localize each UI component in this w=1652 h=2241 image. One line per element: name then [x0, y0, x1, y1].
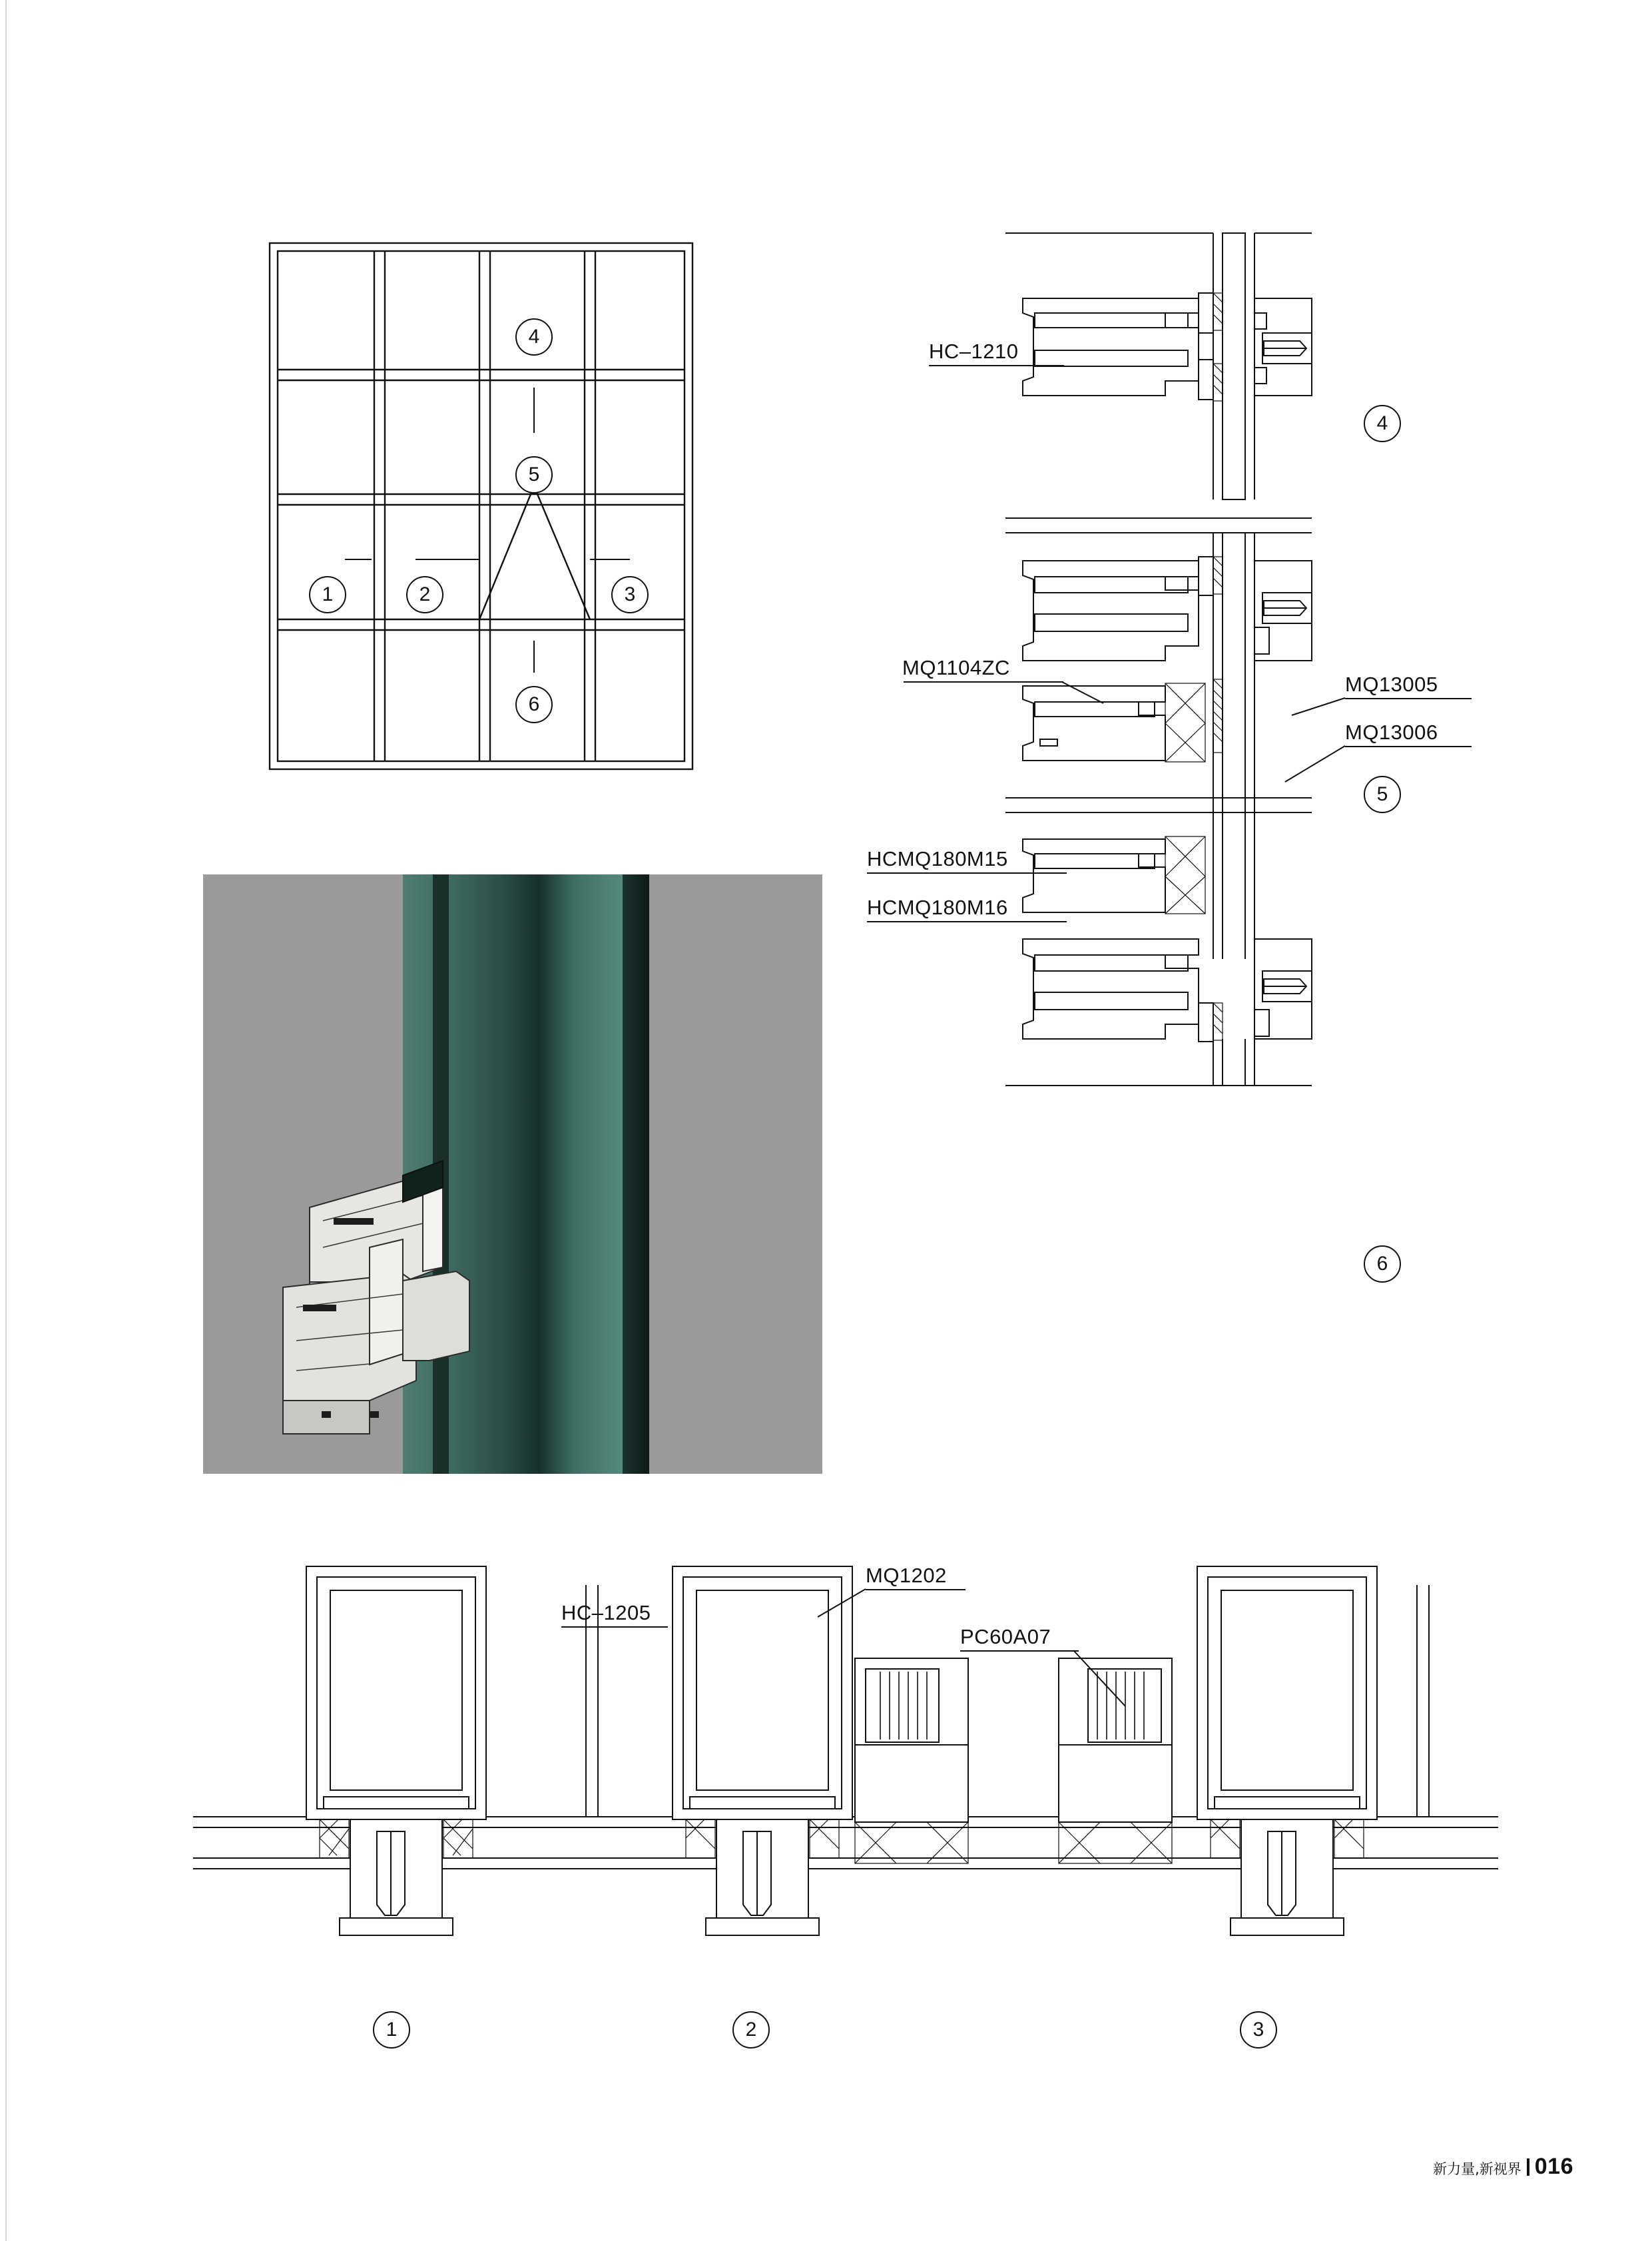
label-pc60a07: PC60A07	[960, 1625, 1051, 1648]
leader-pc60a07-h	[960, 1650, 1079, 1652]
profile-photo	[203, 874, 822, 1474]
vertical-section-details	[999, 220, 1585, 1472]
elevation-callout-5[interactable]: 5	[515, 456, 553, 493]
horizontal-callout-2[interactable]: 2	[732, 2011, 770, 2049]
label-mq1104zc: MQ1104ZC	[902, 656, 1010, 679]
elevation-callout-3[interactable]: 3	[611, 576, 649, 613]
page-number: 016	[1534, 2154, 1573, 2179]
label-hcmq180m16: HCMQ180M16	[867, 896, 1008, 919]
page-footer	[1433, 2154, 1573, 2180]
horizontal-detail-1	[193, 1545, 619, 1971]
leader-mq1202-h	[866, 1589, 965, 1590]
label-hc1205: HC–1205	[561, 1601, 651, 1624]
footer-slogan: 新力量,新视界	[1433, 2161, 1521, 2177]
vertical-callout-4[interactable]: 4	[1364, 405, 1401, 442]
leader-hc1210	[929, 365, 1064, 366]
leader-mq1104zc-h	[904, 681, 1063, 683]
label-mq13006: MQ13006	[1345, 721, 1438, 744]
vertical-callout-5[interactable]: 5	[1364, 776, 1401, 813]
elevation-callout-2[interactable]: 2	[406, 576, 443, 613]
leader-pc60a07-diag	[1073, 1649, 1131, 1710]
footer-divider	[1527, 2158, 1529, 2176]
elevation-callout-4[interactable]: 4	[515, 318, 553, 356]
vertical-callout-6[interactable]: 6	[1364, 1245, 1401, 1283]
elevation-drawing	[260, 233, 712, 779]
label-hc1210: HC–1210	[929, 340, 1019, 363]
label-mq1202: MQ1202	[866, 1564, 947, 1587]
label-mq13005: MQ13005	[1345, 673, 1438, 696]
label-hcmq180m15: HCMQ180M15	[867, 847, 1008, 870]
leader-mq1104zc-diag	[1062, 666, 1109, 706]
leader-mq1202-diag	[818, 1588, 871, 1621]
elevation-callout-6[interactable]: 6	[515, 686, 553, 723]
horizontal-callout-1[interactable]: 1	[373, 2011, 410, 2049]
photo-profile-geometry	[203, 874, 822, 1474]
leader-hcmq180m16	[867, 921, 1067, 922]
leader-mq13005-diag	[1292, 697, 1352, 719]
leader-mq13005-h	[1345, 698, 1472, 699]
leader-hcmq180m15	[867, 872, 1067, 874]
leader-mq13006-h	[1345, 746, 1472, 747]
leader-hc1205	[561, 1626, 668, 1628]
horizontal-callout-3[interactable]: 3	[1240, 2011, 1277, 2049]
leader-mq13006-diag	[1285, 745, 1352, 786]
elevation-callout-1[interactable]: 1	[309, 576, 346, 613]
horizontal-detail-3	[1019, 1545, 1498, 1971]
page-left-rule	[5, 0, 7, 2241]
